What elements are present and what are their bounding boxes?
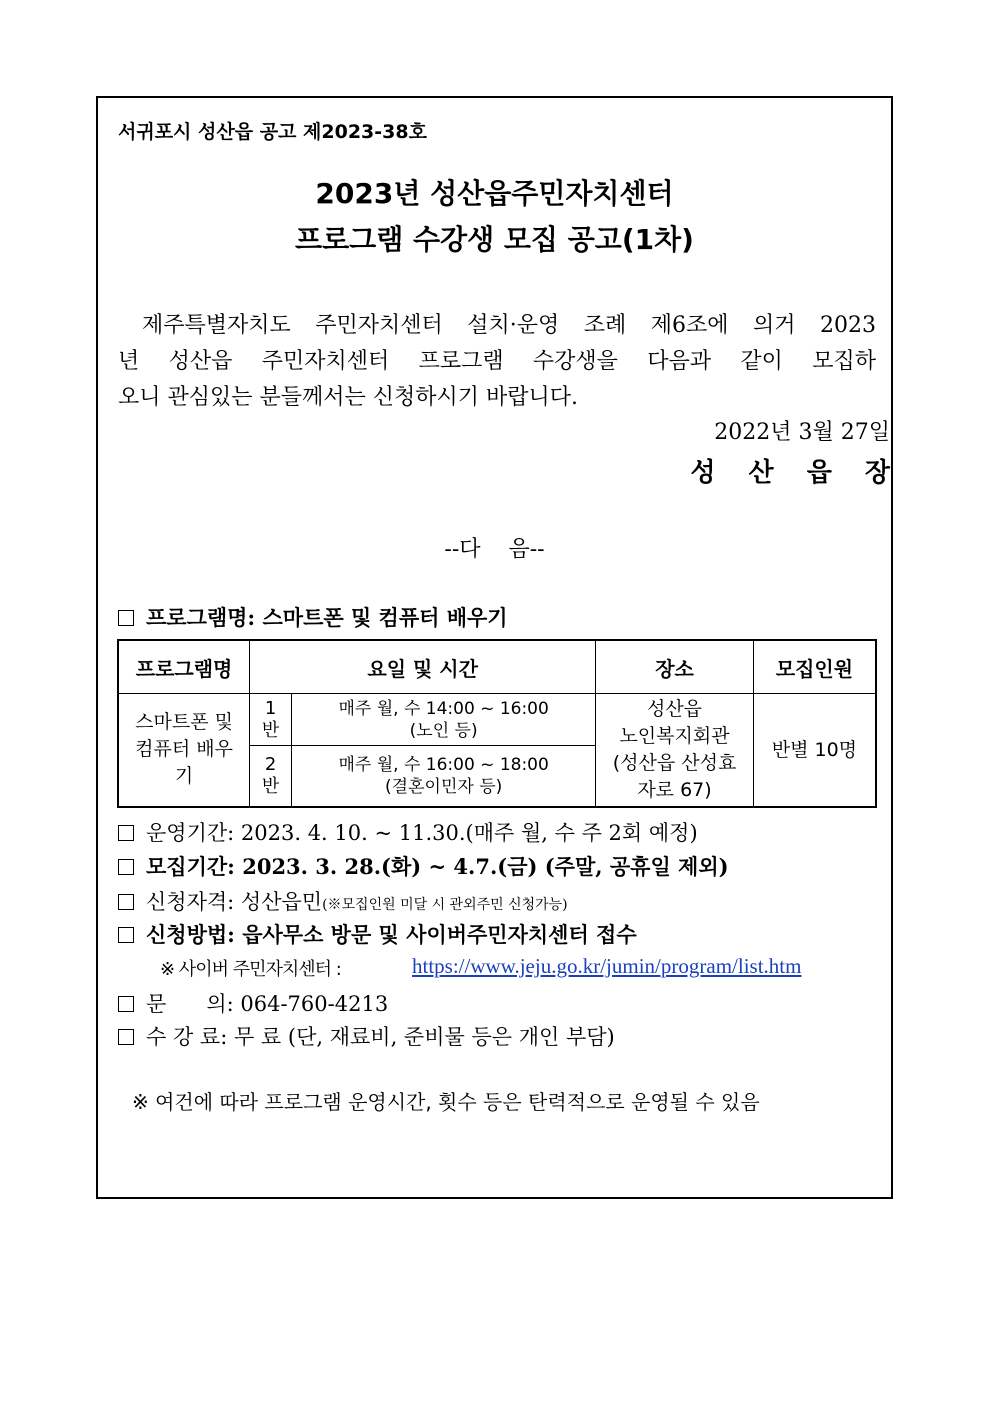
program-name-heading-text: 프로그램명: 스마트폰 및 컴퓨터 배우기 [146,605,508,630]
period-label: 운영기간 [146,821,228,845]
class-target-2: (결혼이민자 등) [385,776,503,797]
signer: 성 산 읍 장 [690,458,902,488]
header-capacity: 모집인원 [753,640,876,694]
checkbox-icon [118,894,134,910]
cell-program-name: 스마트폰 및 컴퓨터 배우기 [118,694,250,807]
place-line-2: 노인복지회관 [619,724,730,747]
item-period [118,817,698,847]
place-line-3: (성산읍 산성효 [612,751,737,774]
program-table [117,639,877,808]
fee-value: : 무 료 (단, 재료비, 준비물 등은 개인 부담) [220,1025,615,1049]
table-header-row [118,640,876,694]
cell-class-time [292,746,596,807]
class-time-1: 매주 월, 수 14:00 ~ 16:00 [338,698,549,719]
notice-number: 서귀포시 성산읍 공고 제2023-38호 [118,121,427,143]
item-recruit [118,851,729,881]
body-line-2: 년 성산읍 주민자치센터 프로그램 수강생을 다음과 같이 모집하 [118,349,876,374]
eligibility-value: : 성산읍민 [227,890,323,914]
class-unit-2: 반 [261,775,280,797]
body-line-1: 제주특별자치도 주민자치센터 설치·운영 조례 제6조에 의거 2023 [142,313,876,338]
notice-date: 2022년 3월 27일 [714,420,890,445]
eligibility-note: (※모집인원 미달 시 관외주민 신청가능) [322,897,568,913]
class-no-1: 1 [264,697,277,719]
class-unit-1: 반 [261,719,280,741]
cell-class-no [250,694,292,746]
class-no-2: 2 [264,753,277,775]
table-row [118,694,876,746]
body-line-3: 오니 관심있는 분들께서는 신청하시기 바랍니다. [118,385,579,410]
contact-label: 문 의 [146,992,227,1016]
item-contact [118,988,388,1018]
checkbox-icon [118,927,134,943]
place-line-1: 성산읍 [646,697,703,720]
place-line-4: 자로 67) [637,778,712,801]
method-label: 신청방법 [146,922,228,947]
program-name-heading [118,602,508,632]
cell-capacity: 반별 10명 [753,694,876,807]
class-time-2: 매주 월, 수 16:00 ~ 18:00 [338,754,549,775]
header-schedule: 요일 및 시간 [250,640,596,694]
checkbox-icon [118,859,134,875]
title-line-1: 2023년 성산읍주민자치센터 [315,177,674,210]
eligibility-label: 신청자격 [146,890,228,914]
cyber-label: ※ 사이버 주민자치센터 : [160,959,341,980]
header-program: 프로그램명 [118,640,250,694]
contact-value: : 064-760-4213 [226,992,389,1016]
cell-class-time [292,694,596,746]
item-fee [118,1021,615,1051]
checkbox-icon [118,825,134,841]
checkbox-icon [118,1029,134,1045]
cyber-url-link[interactable]: https://www.jeju.go.kr/jumin/program/list.htm [412,954,802,978]
cell-place [596,694,754,807]
checkbox-icon [118,610,134,626]
recruit-value: : 2023. 3. 28.(화) ~ 4.7.(금) (주말, 공휴일 제외) [227,854,729,879]
recruit-label: 모집기간 [146,854,228,879]
item-method [118,919,637,949]
method-value: : 읍사무소 방문 및 사이버주민자치센터 접수 [227,922,637,947]
cell-class-no [250,746,292,807]
header-place: 장소 [596,640,754,694]
checkbox-icon [118,996,134,1012]
title-line-2: 프로그램 수강생 모집 공고(1차) [295,223,694,256]
item-eligibility [118,886,568,916]
class-target-1: (노인 등) [409,720,478,741]
period-value: : 2023. 4. 10. ~ 11.30.(매주 월, 수 주 2회 예정) [227,821,698,845]
footnote: ※ 여건에 따라 프로그램 운영시간, 횟수 등은 탄력적으로 운영될 수 있음 [132,1090,760,1114]
fee-label: 수 강 료 [146,1025,221,1049]
next-heading: --다 음-- [444,537,545,562]
